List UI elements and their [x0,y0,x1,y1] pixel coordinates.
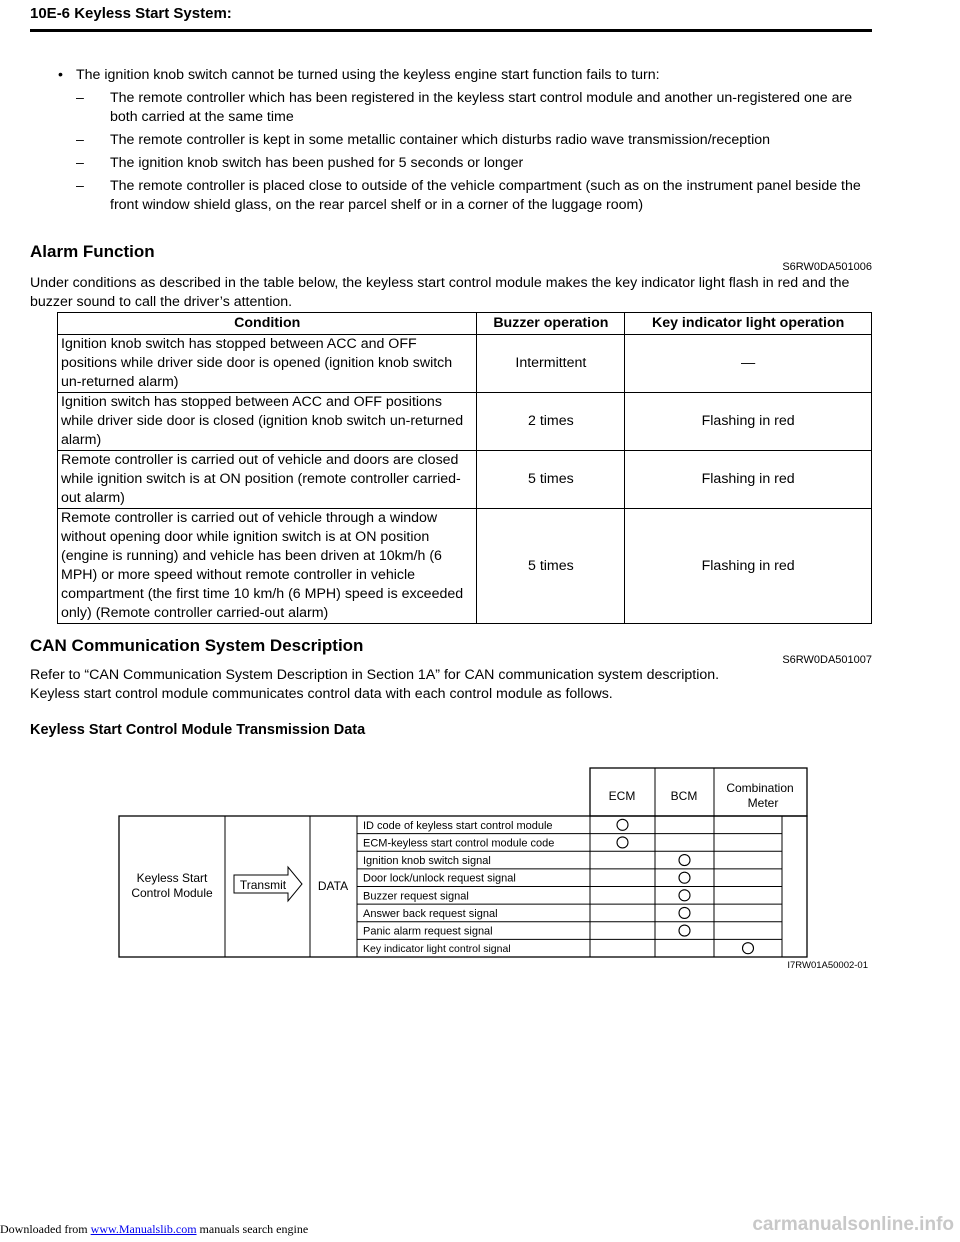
alarm-code: S6RW0DA501006 [782,261,872,273]
signal-name: ID code of keyless start control module [363,819,553,832]
meter-column-label-2: Meter [747,796,779,810]
dash-mark: – [76,178,84,194]
transmit-marker [617,819,628,830]
buzzer-cell: Intermittent [477,335,625,393]
sub-text: The remote controller is placed close to outside of the vehicle compartment (such as on the instrument panel beside the front window shield glass, on the rear parcel shelf or in a corner of the luggage room) [110,178,861,213]
alarm-table [57,312,872,624]
condition-cell: Ignition switch has stopped between ACC and OFF positions while driver side door is closed (ignition knob switch un-returned alarm) [58,393,477,451]
buzzer-cell: 2 times [477,393,625,451]
table-row [58,393,872,451]
dash-mark: – [76,155,84,171]
table-row [58,451,872,509]
light-cell: Flashing in red [625,451,872,509]
light-cell: — [625,335,872,393]
watermark: carmanualsonline.info [752,1214,954,1235]
column-header: Key indicator light operation [625,313,872,335]
bullet-text: The ignition knob switch cannot be turned using the keyless engine start function fails to turn: [76,67,660,83]
bcm-column-label: BCM [670,789,698,803]
transmit-marker [679,925,690,936]
condition-cell: Remote controller is carried out of vehicle through a window without opening door while ignition switch is at ON position (engine is running) and vehicle has been driven at 10km/h (6 MPH) or more speed without remote controller in vehicle compartment (the first time 10 km/h (6 MPH) speed is exceeded only) (Remote controller carried-out alarm) [58,509,477,624]
page-header [30,4,872,24]
meter-column-label-1: Combination [726,781,794,795]
ecm-column-label: ECM [608,789,636,803]
dash-mark: – [76,90,84,106]
sub-item [76,89,873,127]
module-label-2: Control Module [131,886,213,900]
buzzer-cell: 5 times [477,509,625,624]
bullet-dot: • [58,67,63,83]
transmit-marker [679,872,690,883]
page-title: 10E-6 Keyless Start System: [30,5,232,22]
bullet-block [58,66,873,219]
signal-name: Ignition knob switch signal [363,855,491,868]
sub-text: The remote controller is kept in some metallic container which disturbs radio wave transmission/reception [110,132,771,148]
can-code: S6RW0DA501007 [782,654,872,666]
table-row [58,335,872,393]
module-label-1: Keyless Start [136,871,208,885]
transmit-marker [679,890,690,901]
signal-name: Answer back request signal [363,907,498,920]
signal-name: ECM-keyless start control module code [363,837,555,850]
sub-item [76,177,873,215]
light-cell: Flashing in red [625,393,872,451]
footer-prefix: Downloaded from [0,1222,91,1236]
transmit-marker [743,943,754,954]
alarm-heading: Alarm Function [30,242,155,261]
column-header: Buzzer operation [477,313,625,335]
sub-text: The remote controller which has been registered in the keyless start control module and another un-registered one are both carried at the same time [110,90,853,125]
download-footer [0,1222,308,1237]
signal-name: Door lock/unlock request signal [363,872,516,885]
sub-text: The ignition knob switch has been pushed for 5 seconds or longer [110,155,524,171]
signal-rows [357,819,782,955]
condition-cell: Ignition knob switch has stopped between ACC and OFF positions while driver side door is opened (ignition knob switch un-returned alarm) [58,335,477,393]
signal-name: Panic alarm request signal [363,925,493,938]
can-line-2: Keyless start control module communicates control data with each control module as follows. [30,686,613,702]
header-rule [30,29,872,32]
alarm-intro: Under conditions as described in the table below, the keyless start control module makes the key indicator light flash in red and the buzzer sound to call the driver’s attention. [30,275,850,310]
buzzer-cell: 5 times [477,451,625,509]
sub-item [76,154,873,173]
transmit-label: Transmit [239,878,287,892]
transmit-marker [617,837,628,848]
transmit-marker [679,907,690,918]
manualslib-link[interactable]: www.Manualslib.com [90,1222,197,1236]
data-label: DATA [317,879,349,893]
column-header: Condition [58,313,477,335]
figure-id: I7RW01A50002-01 [787,960,868,971]
dash-mark: – [76,132,84,148]
transmission-heading: Keyless Start Control Module Transmission Data [30,722,366,738]
sub-item [76,131,873,150]
condition-cell: Remote controller is carried out of vehicle and doors are closed while ignition switch is at ON position (remote controller carried-out alarm) [58,451,477,509]
signal-name: Buzzer request signal [363,890,469,903]
transmission-diagram [118,767,808,962]
table-row [58,509,872,624]
can-heading: CAN Communication System Description [30,636,364,655]
can-line-1: Refer to “CAN Communication System Description in Section 1A” for CAN communication system description. [30,667,720,683]
light-cell: Flashing in red [625,509,872,624]
table-header-row [58,313,872,335]
footer-suffix: manuals search engine [196,1222,309,1236]
signal-name: Key indicator light control signal [363,943,511,956]
bullet-item [58,66,873,85]
transmit-marker [679,855,690,866]
